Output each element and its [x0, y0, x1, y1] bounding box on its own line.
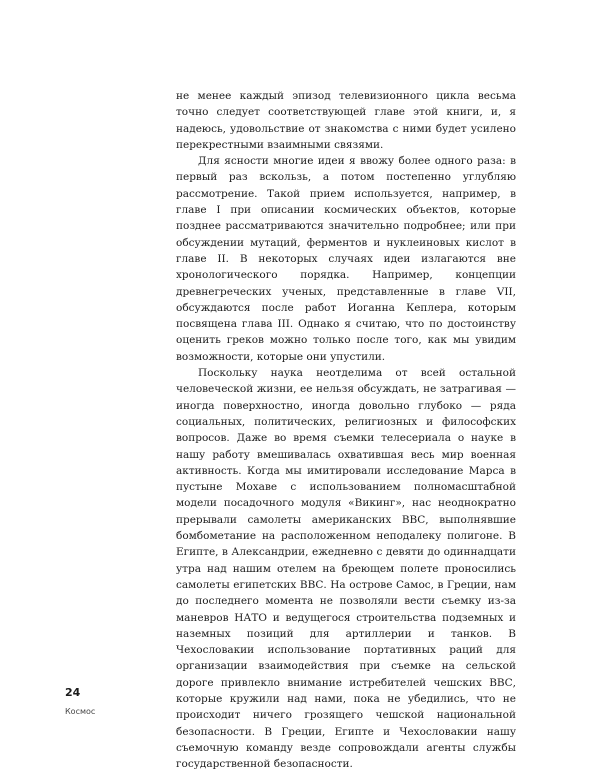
body-text: [176, 88, 516, 772]
paragraph: Поскольку наука неотделима от всей остальной человеческой жизни, ее нельзя обсуждать, не затрагивая — иногда поверхностно, иногда довольно глубоко — ряда социальных, политических, религиозных и философских вопросов. Даже во время съемки телесериала о науке в нашу работу вмешивалась охватившая весь мир военная активность. Когда мы имитировали исследование Марса в пустыне Мохаве с использованием полномасштабной модели посадочного модуля «Викинг», нас неоднократно прерывали самолеты американских ВВС, выполнявшие бомбометание на расположенном неподалеку полигоне. В Египте, в Александрии, ежедневно с девяти до одиннадцати утра над нашим отелем на бреющем полете проносились самолеты египетских ВВС. На острове Самос, в Греции, нам до последнего момента не позволяли вести съемку из-за маневров НАТО и ведущегося строительства подземных и наземных позиций для артиллерии и танков. В Чехословакии использование портативных раций для организации взаимодействия при съемке на сельской дороге привлекло внимание истребителей чешских ВВС, которые кружили над нами, пока не убедились, что не происходит ничего грозящего чешской национальной безопасности. В Греции, Египте и Чехословакии нашу съемочную команду везде сопровождали агенты службы государственной безопасности.: [176, 367, 516, 771]
paragraph: Для ясности многие идеи я ввожу более одного раза: в первый раз вскользь, а потом постепенно углубляю рассмотрение. Такой прием используется, например, в главе I при описании космических объектов, которые позднее рассматриваются значительно подробнее; или при обсуждении мутаций, ферментов и нуклеиновых кислот в главе II. В некоторых случаях идеи излагаются вне хронологического порядка. Например, концепции древнегреческих ученых, представленные в главе VII, обсуждаются после работ Иоганна Кеплера, которым посвящена глава III. Однако я считаю, что по достоинству оценить греков можно только после того, как мы увидим возможности, которые они упустили.: [176, 155, 516, 363]
running-footer: Космос: [65, 707, 96, 716]
page-number: 24: [65, 686, 81, 699]
paragraph-continued: не менее каждый эпизод телевизионного цикла весьма точно следует соответствующей главе этой книги, и, я надеюсь, удовольствие от знакомства с ними будет усилено перекрестными взаимными связями.: [176, 90, 516, 151]
